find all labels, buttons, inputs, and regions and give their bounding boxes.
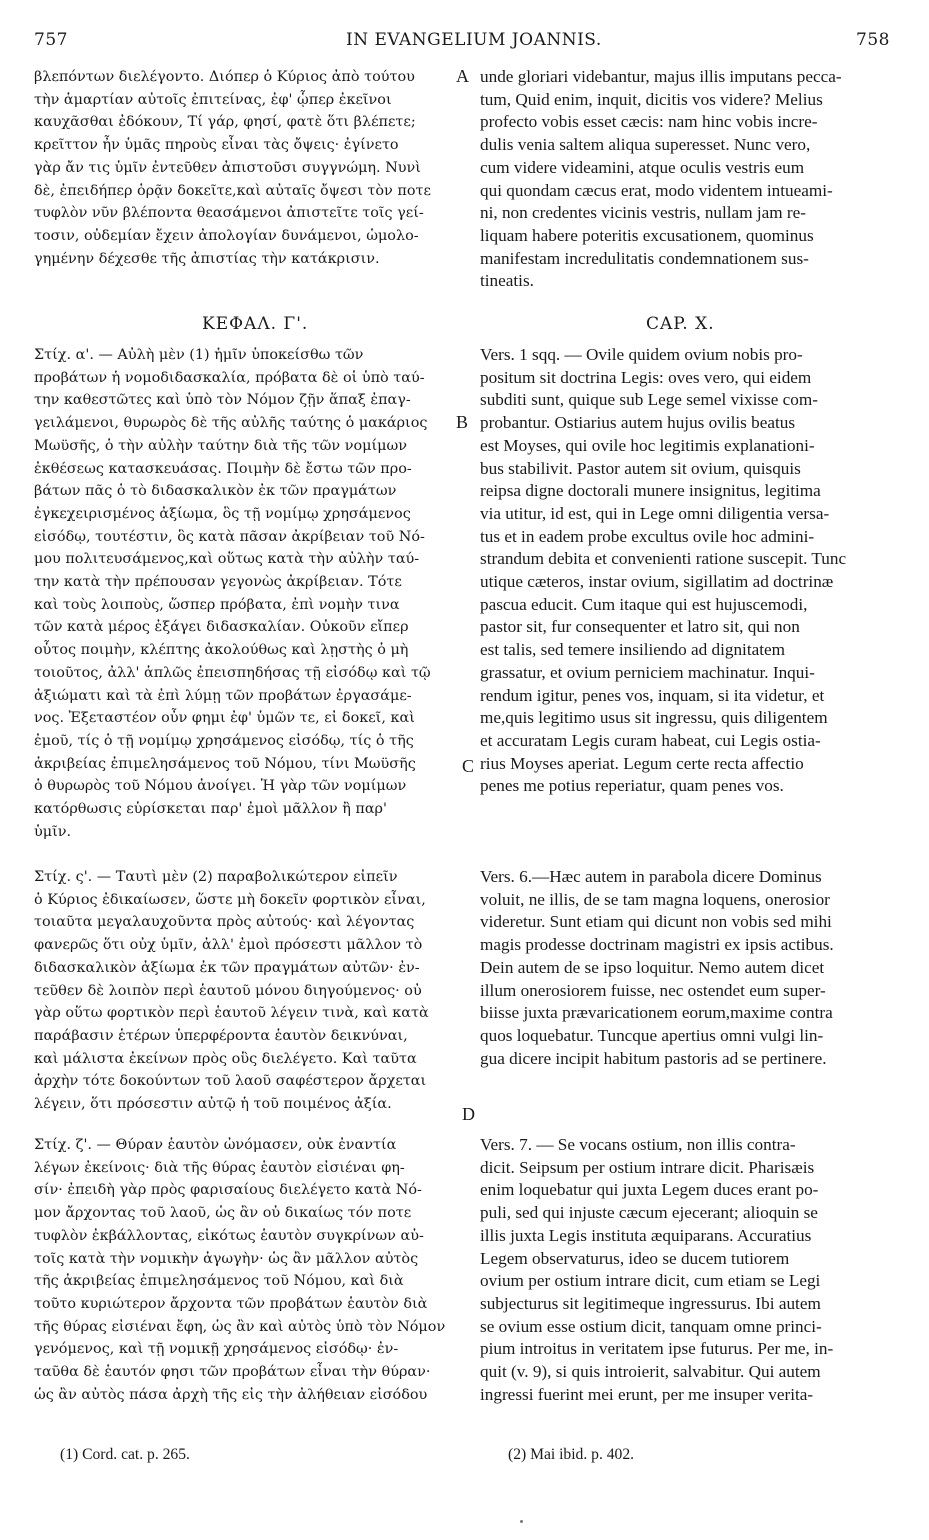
text-line: λέγων ἐκείνοις· διὰ τῆς θύρας ἑαυτὸν εἰσιέναι φη- (34, 1159, 405, 1176)
greek-block-4 (34, 1134, 445, 1406)
text-line: unde gloriari videbantur, majus illis imputans pecca- (480, 67, 842, 86)
text-line: τοιαῦτα μεγαλαυχοῦντα πρὸς αὐτούς· καὶ λέγοντας (34, 914, 415, 931)
text-line: διδασκαλικὸν ἀξίωμα ἐκ τῶν πραγμάτων αὐτῶν· ἐν- (34, 959, 420, 976)
text-line: τοιοῦτος, ἀλλ' ἁπλῶς ἐπεισπηδήσας τῇ εἰσόδῳ καὶ τῷ (34, 664, 431, 681)
text-line: την κατὰ τὴν πρέπουσαν γεγονὼς ἀκρίβειαν. Τότε (34, 574, 402, 591)
text-line: utique cæteros, instar ovium, sigillatim ad doctrinæ (480, 572, 834, 592)
page-number-left: 757 (34, 30, 68, 50)
text-line: εἰσόδῳ, τουτέστιν, ὃς κατὰ πᾶσαν ἀκρίβειαν τοῦ Νό- (34, 528, 425, 545)
text-line: biisse juxta prævaricationem eorum,maxime contra (480, 1003, 833, 1023)
text-line: positum sit doctrina Legis: oves vero, qui eidem (480, 367, 812, 387)
text-line: tineatis. (480, 271, 534, 291)
text-line: tum, Quid enim, inquit, dicitis vos videre? Melius (480, 89, 823, 109)
text-line: cum videre videamini, atque oculis vestris eum (480, 157, 805, 177)
text-line: qui quondam cæcus erat, modo videntem intueami- (480, 180, 833, 200)
text-line: ὑμῖν. (34, 823, 72, 840)
text-line: τῆς ἀκριβείας ἐπιμελησάμενος τοῦ Νόμου, καὶ διὰ (34, 1273, 404, 1290)
text-line: Στίχ. ς'. — Ταυτὶ μὲν (2) παραβολικώτερον εἰπεῖν (34, 869, 398, 885)
text-line: quit (v. 9), si quis introierit, salvabitur. Qui autem (480, 1362, 821, 1382)
margin-letter-c: C (462, 756, 475, 776)
greek-block-2 (34, 344, 431, 843)
text-line: κατόρθωσις εὑρίσκεται παρ' ἐμοὶ μᾶλλον ἢ παρ' (34, 801, 387, 818)
text-line: enim loquebatur qui juxta Legem duces erant po- (480, 1180, 819, 1200)
text-line: βλεπόντων διελέγοντο. Διόπερ ὁ Κύριος ἀπὸ τούτου (34, 69, 415, 85)
text-line: pium introitus in veritatem ipse futurus. Per me, in- (480, 1339, 834, 1359)
text-line: λέγειν, ὅτι πρόσεστιν αὐτῷ ἡ τοῦ ποιμένος ἀξία. (34, 1096, 392, 1113)
text-line: βάτων πᾶς ὁ τὸ διδασκαλικὸν ἐκ τῶν πραγμάτων (34, 483, 397, 500)
text-line: manifestam incredulitatis condemnationem sus- (480, 248, 809, 268)
text-line: et accuratam Legis curam habeat, cui Legis ostia- (480, 730, 821, 750)
text-line: tus et in eadem probe excultus ovile hoc admini- (480, 526, 815, 546)
greek-chapter-heading: ΚΕΦΑΛ. Γ'. (202, 314, 309, 334)
latin-chapter-heading: CAP. X. (646, 314, 715, 334)
text-line: τυφλὸν ἐκβάλλοντας, εἰκότως ἑαυτὸν συγκρίνων αὐ- (34, 1227, 424, 1244)
text-line: strandum debita et convenienti ratione suscepit. Tunc (480, 549, 847, 569)
text-line: gua dicere incipit habitum pastoris ad se pertinere. (480, 1048, 827, 1068)
text-line: γημένην δέχεσθε τῆς ἀπιστίας τὴν κατάκρισιν. (34, 250, 380, 267)
text-line: penes me potius reperiatur, quam penes vos. (480, 776, 784, 796)
text-line: παράβασιν ἑτέρων ὑπερφέροντα ἑαυτὸν δεικνύναι, (34, 1027, 408, 1044)
text-line: Dein autem de se ipso loquitur. Nemo autem dicet (480, 957, 825, 977)
text-line: liquam habere poteritis excusationem, quominus (480, 225, 814, 245)
text-line: se ovium esse ostium dicit, tanquam omne princi- (480, 1316, 822, 1336)
text-line: probantur. Ostiarius autem hujus ovilis beatus (480, 413, 796, 433)
text-line: pascua educit. Cum itaque qui est hujuscemodi, (480, 594, 808, 614)
text-line: Μωϋσῆς, ὁ τὴν αὐλὴν ταύτην διὰ τῆς τῶν νομίμων (34, 437, 407, 454)
text-line: τοῦτο κυριώτερον ἄρχοντα τῶν προβάτων ἑαυτὸν διὰ (34, 1295, 428, 1312)
text-line: Στίχ. ζ'. — Θύραν ἑαυτὸν ὠνόμασεν, οὐκ ἐναντία (34, 1137, 397, 1153)
latin-block-4 (480, 1134, 833, 1406)
text-line: Vers. 6.—Hæc autem in parabola dicere Dominus (480, 867, 822, 886)
text-line: ovium per ostium intrare dicit, cum etiam se Legi (480, 1271, 821, 1291)
text-line: τοσιν, οὐδεμίαν ἔχειν ἀπολογίαν δυνάμενοι, ὡμολο- (34, 227, 419, 244)
text-line: me,quis legitimo usus sit ingressu, quis diligentem (480, 708, 828, 728)
text-line: ingressi fuerint mei erunt, per me insuper verita- (480, 1384, 814, 1404)
text-line: via utitur, id est, qui in Lege omni diligentia versa- (480, 503, 830, 523)
text-line: δὲ, ἐπειδήπερ ὁρᾷν δοκεῖτε,καὶ αὐταῖς ὄψεσι τὸν ποτε (34, 182, 431, 199)
text-line: τυφλὸν νῦν βλέποντα θεασάμενοι ἀπιστεῖτε τοῖς γεί- (34, 205, 424, 222)
latin-footnote: (2) Mai ibid. p. 402. (508, 1446, 635, 1463)
text-line: τοῖς κατὰ τὴν νομικὴν ἀγωγὴν· ὡς ἂν μᾶλλον αὐτὸς (34, 1250, 419, 1267)
text-line: ἀρχὴν τότε δοκούντων τοῦ λαοῦ σαφέστερον ἄρχεται (34, 1073, 427, 1090)
greek-footnote: (1) Cord. cat. p. 265. (60, 1446, 190, 1463)
text-line: rendum igitur, penes vos, inquam, si ita videtur, et (480, 685, 825, 705)
text-line: γὰρ ἄν τις ὑμῖν ἐντεῦθεν ἀπιστοῦσι συγγνώμη. Νυνὶ (34, 159, 421, 176)
text-line: puli, sed qui injuste cæcum ejecerant; alioquin se (480, 1203, 818, 1223)
text-line: dicit. Seipsum per ostium intrare dicit. Pharisæis (480, 1157, 815, 1177)
text-line: quos loquebatur. Tuncque apertius omni vulgi lin- (480, 1025, 824, 1045)
text-line: Vers. 7. — Se vocans ostium, non illis contra- (480, 1135, 796, 1154)
text-line: est Moyses, qui ovile hoc legitimis explanationi- (480, 435, 815, 455)
text-line: γενόμενος, καὶ τῇ νομικῇ χρησάμενος εἰσόδῳ· ἐν- (34, 1341, 399, 1358)
greek-block-1 (34, 66, 431, 270)
text-line: κρεῖττον ἦν ὑμᾶς πηροὺς εἶναι τὰς ὄψεις· ἐγίνετο (34, 137, 399, 154)
latin-block-1 (480, 66, 842, 293)
text-line: ὡς ἂν αὐτὸς πάσα ἀρχὴ τῆς εἰς τὴν ἀλήθειαν εἰσόδου (34, 1386, 428, 1403)
text-line: pastor sit, fur consequenter et latro sit, qui non (480, 617, 800, 637)
text-line: φανερῶς ὅτι οὐχ ὑμῖν, ἀλλ' ἐμοὶ πρόσεστι μᾶλλον τὸ (34, 937, 423, 954)
page-number-right: 758 (856, 30, 890, 50)
text-line: Vers. 1 sqq. — Ovile quidem ovium nobis pro- (480, 345, 803, 364)
text-line: subditi sunt, quique sub Lege semel vixisse com- (480, 390, 818, 410)
text-line: σίν· ἐπειδὴ γὰρ πρὸς φαρισαίους διελέγετο κατὰ Νό- (34, 1182, 422, 1199)
text-line: illum onerosiorem fuisse, nec ostendet eum super- (480, 980, 826, 1000)
text-line: rius Moyses aperiat. Legum certe recta affectio (480, 753, 804, 773)
text-line: καυχᾶσθαι ἐδόκουν, Τί γάρ, φησί, φατὲ ὅτι βλέπετε; (34, 114, 416, 131)
text-line: bus stabilivit. Pastor autem sit ovium, quisquis (480, 458, 801, 478)
text-line: ὁ Κύριος ἐδικαίωσεν, ὥστε μὴ δοκεῖν φορτικὸν εἶναι, (34, 891, 426, 908)
text-line: καὶ μάλιστα ἐκείνων πρὸς οὓς διελέγετο. Καὶ ταῦτα (34, 1050, 417, 1067)
margin-letter-d: D (462, 1104, 475, 1124)
text-line: γὰρ οὕτω φορτικὸν περὶ ἑαυτοῦ λέγειν τινὰ, καὶ κατὰ (34, 1005, 429, 1022)
text-line: reipsa digne doctorali munere insignitus, legitima (480, 481, 821, 501)
text-line: ἐγκεχειρισμένος ἀξίωμα, ὃς τῇ νομίμῳ χρησάμενος (34, 505, 411, 522)
text-line: illis juxta Legis instituta æquiparans. Accuratius (480, 1225, 812, 1245)
text-line: ἐμοῦ, τίς ὁ τῇ νομίμῳ χρησάμενος εἰσόδῳ, τίς ὁ τῆς (34, 732, 414, 749)
margin-letter-a: A (456, 66, 469, 86)
text-line: Στίχ. α'. — Αὐλὴ μὲν (1) ἡμῖν ὑποκείσθω τῶν (34, 347, 364, 363)
text-line: ἐκθέσεως κατασκευάσας. Ποιμὴν δὲ ἔστω τῶν προ- (34, 460, 412, 477)
text-line: τὴν ἁμαρτίαν αὐτοῖς ἐπιτείνας, ἐφ' ᾧπερ ἐκεῖνοι (34, 91, 392, 108)
text-line: καὶ τοὺς λοιποὺς, ὥσπερ πρόβατα, ἐπὶ νομὴν τινα (34, 596, 400, 613)
text-line: ταῦθα δὲ ἑαυτόν φησι τῶν προβάτων εἶναι τὴν θύραν· (34, 1364, 431, 1381)
text-line: οὗτος ποιμὴν, κλέπτης ἀκολούθως καὶ λῃστὴς ὁ μὴ (34, 642, 409, 659)
text-line: τεῦθεν δὲ λοιπὸν περὶ ἑαυτοῦ μόνου διηγούμενος· οὐ (34, 982, 422, 999)
text-line: videretur. Sunt etiam qui dicunt non vobis sed mihi (480, 912, 832, 932)
latin-block-2 (480, 344, 846, 798)
running-title: IN EVANGELIUM JOANNIS. (346, 30, 602, 50)
text-line: ni, non credentes vicinis vestris, nullam jam re- (480, 203, 807, 223)
margin-letter-b: B (456, 412, 469, 432)
text-line: profecto vobis esset cæcis: nam hinc vobis incre- (480, 112, 818, 132)
text-line: την καθεστῶτες καὶ ὑπὸ τὸν Νόμον ζῇν ἅπαξ ἐπαγ- (34, 392, 411, 409)
greek-block-3 (34, 866, 429, 1116)
text-line: νος. Ἐξεταστέον οὖν φημι ἐφ' ὑμῶν τε, εἰ δοκεῖ, καὶ (34, 710, 415, 727)
text-line: ὁ θυρωρὸς τοῦ Νόμου ἀνοίγει. Ἡ γὰρ τῶν νομίμων (34, 778, 407, 795)
text-line: magis prodesse doctrinam magistri ex ipsis actibus. (480, 935, 834, 955)
latin-block-3 (480, 866, 834, 1070)
speck-mark (520, 1520, 523, 1523)
text-line: Legem observaturus, ideo se ducem tutiorem (480, 1248, 790, 1268)
text-line: μου πολιτευσάμενος,καὶ οὕτως κατὰ τὴν αὐλὴν ταύ- (34, 551, 420, 568)
text-line: γειλάμενοι, θυρωρὸς δὲ τῆς αὐλῆς ταύτης ὁ μακάριος (34, 415, 428, 432)
text-line: voluit, ne illis, de se tam magna loquens, onerosior (480, 889, 830, 909)
text-line: est talis, sed temere insiliendo ad dignitatem (480, 640, 786, 660)
text-line: ἀξιώματι καὶ τὰ ἐπὶ λύμῃ τῶν προβάτων ἐργασάμε- (34, 687, 412, 704)
text-line: τῆς θύρας εἰσιέναι ἔφη, ὡς ἂν καὶ αὐτὸς ὑπὸ τὸν Νόμον (34, 1318, 446, 1335)
text-line: dulis venia saltem aliqua superesset. Nunc vero, (480, 135, 811, 155)
text-line: subjecturus sit legitimeque ingressurus. Ibi autem (480, 1293, 821, 1313)
text-line: grassatur, et ovium perniciem machinatur. Inqui- (480, 662, 815, 682)
text-line: μον ἄρχοντας τοῦ λαοῦ, ὡς ἂν οὐ δικαίως τόν ποτε (34, 1205, 412, 1222)
text-line: προβάτων ἡ νομοδιδασκαλία, πρόβατα δὲ οἱ ὑπὸ ταύ- (34, 369, 425, 386)
text-line: ἀκριβείας ἐπιμελησάμενος τοῦ Νόμου, τίνι Μωϋσῆς (34, 755, 416, 772)
text-line: τῶν κατὰ μέρος ἐξάγει διδασκαλίαν. Οὐκοῦν εἴπερ (34, 619, 409, 636)
